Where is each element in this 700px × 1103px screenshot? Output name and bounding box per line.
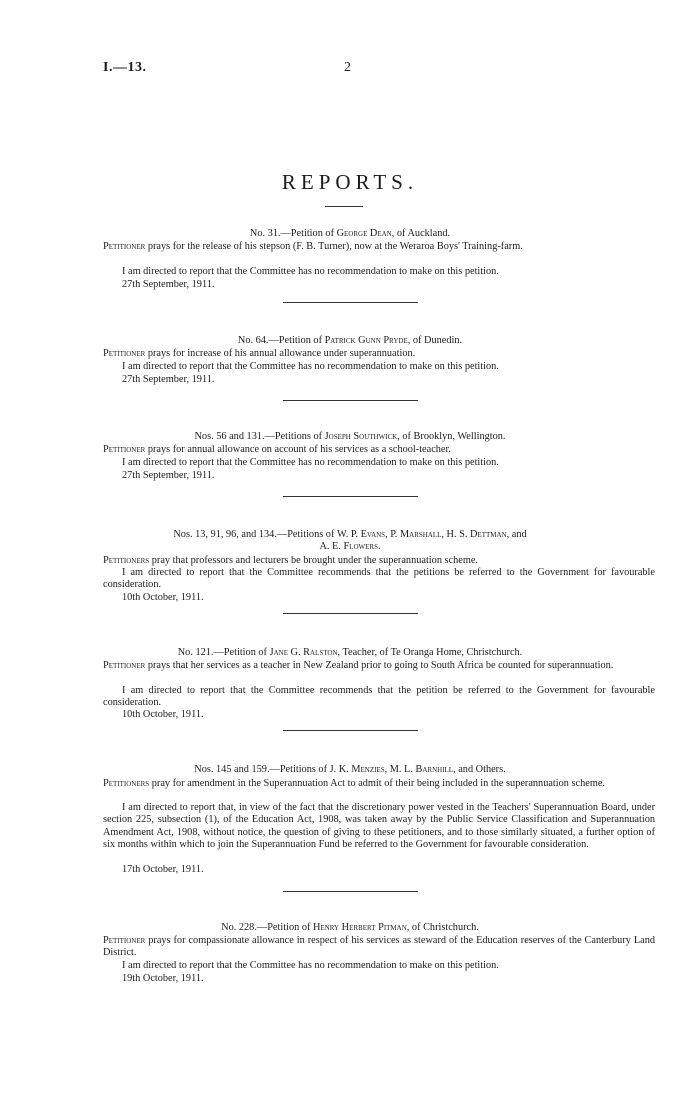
petition-date: 27th September, 1911. [122, 374, 215, 385]
petition-heading: No. 121.—Petition of Jane G. Ralston, Teacher, of Te Oranga Home, Christchurch. [177, 647, 523, 658]
petition-heading: Nos. 145 and 159.—Petitions of J. K. Menzies, M. L. Barnhill, and Others. [194, 764, 506, 775]
petition-prayer: Petitioner prays for the release of his stepson (F. B. Turner), now at the Weraroa Boys' Training-farm. [103, 241, 523, 252]
petition-prayer: Petitioner prays for annual allowance on account of his services as a school-teacher. [103, 444, 451, 455]
petition-heading: Nos. 13, 91, 96, and 134.—Petitions of W. P. Evans, P. Marshall, H. S. Dettman, and [173, 529, 527, 540]
petition-heading: Nos. 56 and 131.—Petitions of Joseph Southwick, of Brooklyn, Wellington. [194, 431, 506, 442]
petition-report: I am directed to report that the Committee has no recommendation to make on this petition. [122, 457, 499, 468]
page-title: REPORTS. [281, 170, 419, 194]
document-reference: I.—13. [103, 60, 147, 75]
petition-report: I am directed to report that the Committee has no recommendation to make on this petition. [122, 960, 499, 971]
section-divider [283, 730, 418, 731]
petition-prayer: Petitioner prays for compassionate allowance in respect of his services as steward of the Education reserves of the Canterbury Land District. [103, 935, 655, 959]
section-divider [283, 302, 418, 303]
petition-prayer: Petitioners pray that professors and lecturers be brought under the superannuation scheme. [103, 555, 478, 566]
section-divider [283, 496, 418, 497]
petition-prayer: Petitioners pray for amendment in the Superannuation Act to admit of their being included in the superannuation scheme. [103, 778, 605, 789]
petition-report: I am directed to report that, in view of the fact that the discretionary power vested in the Teachers' Superannuation Board, under section 225, subsection (1), of the Education Act, 1908, was taken away by the Public Service Classification and Superannuation Amendment Act, 1908, without notice, the question of giving to these petitioners, and to those similarly situated, a further option of six months within which to join the Superannuation Fund be referred to the Government for favourable consideration. [103, 802, 655, 850]
petition-prayer: Petitioner prays that her services as a teacher in New Zealand prior to going to South Africa be counted for superannuation. [103, 660, 614, 671]
petition-date: 19th October, 1911. [122, 973, 204, 984]
section-divider [283, 613, 418, 614]
petition-date: 17th October, 1911. [122, 864, 204, 875]
section-divider [283, 400, 418, 401]
title-rule [325, 206, 363, 207]
petition-heading: No. 228.—Petition of Henry Herbert Pitman, of Christchurch. [221, 922, 479, 933]
petition-heading: No. 64.—Petition of Patrick Gunn Pryde, of Dunedin. [237, 335, 463, 346]
petition-prayer: Petitioner prays for increase of his annual allowance under superannuation. [103, 348, 416, 359]
petition-report: I am directed to report that the Committee has no recommendation to make on this petition. [122, 266, 499, 277]
petition-date: 10th October, 1911. [122, 709, 204, 720]
petition-heading: No. 31.—Petition of George Dean, of Auckland. [249, 228, 451, 239]
petition-report: I am directed to report that the Committee has no recommendation to make on this petition. [122, 361, 499, 372]
petition-date: 27th September, 1911. [122, 279, 215, 290]
petition-report: I am directed to report that the Committee recommends that the petitions be referred to the Government for favourable consideration. [103, 567, 655, 591]
petition-date: 10th October, 1911. [122, 592, 204, 603]
page-number: 2 [344, 60, 351, 75]
petition-date: 27th September, 1911. [122, 470, 215, 481]
petition-heading-continued: A. E. Flowers. [319, 541, 381, 552]
petition-report: I am directed to report that the Committee recommends that the petition be referred to the Government for favourable consideration. [103, 685, 655, 709]
section-divider [283, 891, 418, 892]
